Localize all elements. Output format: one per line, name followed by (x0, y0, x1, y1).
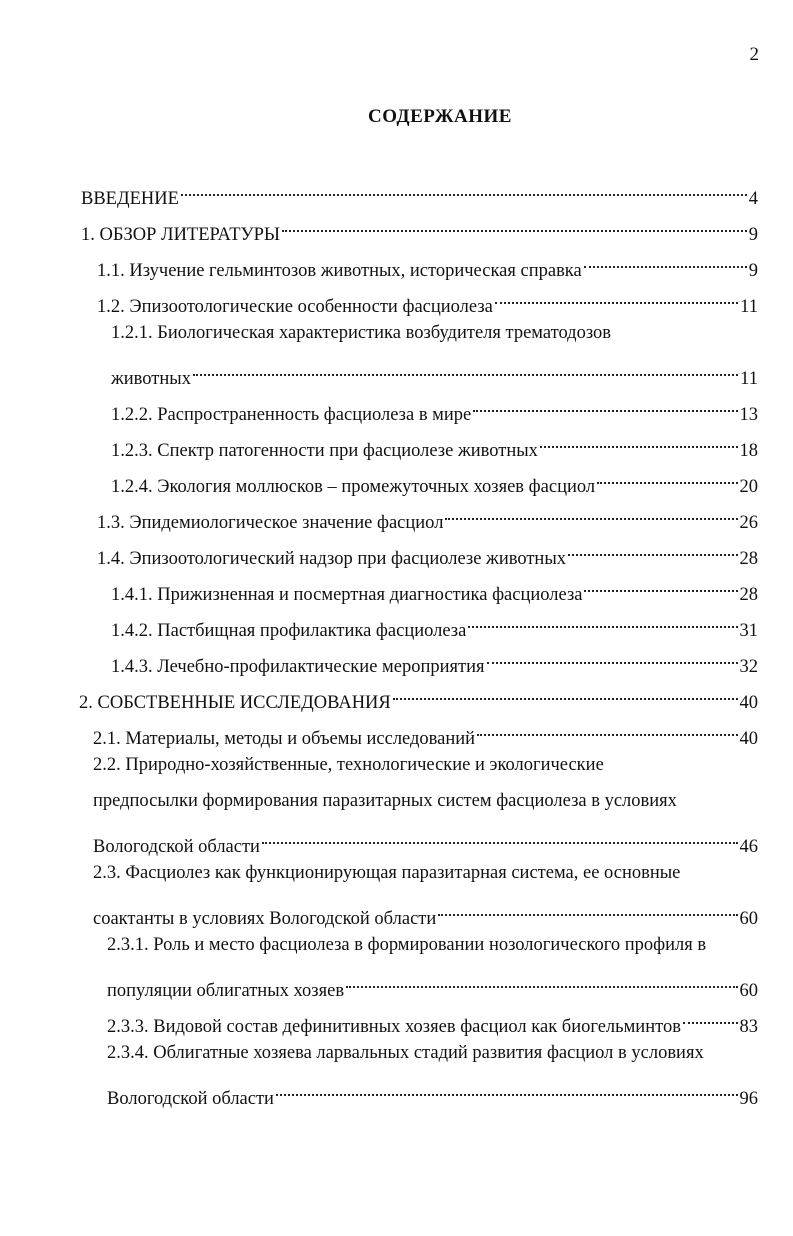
toc-entry-1-4-1[interactable] (111, 570, 758, 605)
toc-entry-label: 1.2. Эпизоотологические особенности фасциолеза (97, 297, 493, 317)
toc-entry-1-2-1[interactable] (111, 354, 758, 389)
toc-leader (438, 894, 737, 924)
toc-leader (393, 678, 738, 708)
toc-entry-page: 9 (748, 261, 758, 281)
toc-entry-label: популяции облигатных хозяев (107, 981, 345, 1001)
toc-entry-page: 9 (748, 225, 758, 245)
toc-leader (540, 426, 738, 456)
toc-entry-label: 1.2.2. Распространенность фасциолеза в мире (111, 405, 472, 425)
toc-entry-page: 13 (739, 405, 758, 425)
toc-entry-label: животных (111, 369, 191, 389)
toc-entry-1-2[interactable] (97, 282, 758, 317)
toc-title: СОДЕРЖАНИЕ (368, 106, 512, 127)
toc-entry-1-1[interactable] (97, 246, 758, 281)
toc-leader (445, 498, 737, 528)
toc-entry-page: 96 (739, 1089, 758, 1109)
toc-entry-label: 1.4.2. Пастбищная профилактика фасциолеза (111, 621, 467, 641)
toc-entry-page: 31 (739, 621, 758, 641)
toc-entry-label: 2.3.3. Видовой состав дефинитивных хозяев фасциол как биогельминтов (107, 1017, 681, 1037)
toc-entry-label: 1.1. Изучение гельминтозов животных, историческая справка (97, 261, 582, 281)
toc-leader (468, 606, 737, 636)
toc-entry-2-3-4-line1: 2.3.4. Облигатные хозяева ларвальных стадий развития фасциол в условиях (107, 1043, 704, 1063)
toc-leader (683, 1002, 738, 1032)
toc-entry-1-3[interactable] (97, 498, 758, 533)
toc-entry-label: 1.4.3. Лечебно-профилактические мероприятия (111, 657, 485, 677)
toc-leader (568, 534, 737, 564)
toc-entry-1-2-2[interactable] (111, 390, 758, 425)
toc-entry-label: соактанты в условиях Вологодской области (93, 909, 437, 929)
toc-entry-page: 11 (740, 369, 758, 389)
toc-entry-1-4[interactable] (97, 534, 758, 569)
toc-entry-1-2-3[interactable] (111, 426, 758, 461)
toc-leader (193, 354, 738, 384)
toc-leader (282, 210, 747, 240)
toc-entry-literature-review[interactable] (81, 210, 758, 245)
toc-entry-2-3[interactable] (93, 894, 758, 929)
toc-entry-page: 60 (739, 981, 758, 1001)
toc-leader (276, 1074, 738, 1104)
page-number: 2 (749, 44, 759, 65)
toc-entry-label: 1. ОБЗОР ЛИТЕРАТУРЫ (81, 225, 281, 245)
toc-entry-1-4-3[interactable] (111, 642, 758, 677)
toc-entry-page: 60 (739, 909, 758, 929)
toc-entry-label: 1.2.4. Экология моллюсков – промежуточных хозяев фасциол (111, 477, 596, 497)
toc-entry-page: 4 (748, 189, 758, 209)
toc-entry-2-2-line1: 2.2. Природно-хозяйственные, технологические и экологические (93, 755, 604, 775)
toc-entry-2-3-1-line1: 2.3.1. Роль и место фасциолеза в формировании нозологического профиля в (107, 935, 707, 955)
toc-leader (584, 570, 737, 600)
toc-leader (477, 714, 737, 744)
toc-entry-2-3-3[interactable] (107, 1002, 758, 1037)
toc-leader (181, 174, 747, 204)
toc-leader (346, 966, 737, 996)
toc-entry-2-3-line1: 2.3. Фасциолез как функционирующая паразитарная система, ее основные (93, 863, 681, 883)
toc-entry-page: 46 (739, 837, 758, 857)
toc-entry-label: ВВЕДЕНИЕ (81, 189, 179, 209)
toc-leader (597, 462, 737, 492)
toc-entry-2-2[interactable] (93, 822, 758, 857)
toc-entry-2-2-line2: предпосылки формирования паразитарных систем фасциолеза в условиях (93, 791, 677, 811)
toc-entry-1-2-1-line1: 1.2.1. Биологическая характеристика возбудителя трематодозов (111, 323, 612, 343)
toc-entry-own-research[interactable] (79, 678, 758, 713)
toc-entry-label: 1.3. Эпидемиологическое значение фасциол (97, 513, 444, 533)
toc-entry-label: Вологодской области (107, 1089, 274, 1109)
toc-entry-label: 2. СОБСТВЕННЫЕ ИССЛЕДОВАНИЯ (79, 693, 391, 713)
toc-entry-1-4-2[interactable] (111, 606, 758, 641)
toc-entry-page: 28 (739, 585, 758, 605)
toc-leader (584, 246, 747, 276)
toc-entry-label: 2.1. Материалы, методы и объемы исследований (93, 729, 476, 749)
toc-leader (473, 390, 737, 420)
toc-entry-page: 26 (739, 513, 758, 533)
toc-entry-page: 28 (739, 549, 758, 569)
toc-entry-label: 1.2.3. Спектр патогенности при фасциолезе животных (111, 441, 538, 461)
toc-entry-2-3-1[interactable] (107, 966, 758, 1001)
toc-entry-page: 18 (739, 441, 758, 461)
toc-entry-label: 1.4.1. Прижизненная и посмертная диагностика фасциолеза (111, 585, 583, 605)
toc-entry-1-2-4[interactable] (111, 462, 758, 497)
toc-entry-page: 83 (739, 1017, 758, 1037)
toc-entry-page: 32 (739, 657, 758, 677)
toc-entry-page: 40 (739, 693, 758, 713)
toc-leader (487, 642, 738, 672)
toc-entry-page: 20 (739, 477, 758, 497)
toc-entry-introduction[interactable] (81, 174, 758, 209)
toc-entry-2-1[interactable] (93, 714, 758, 749)
toc-entry-label: 1.4. Эпизоотологический надзор при фасциолезе животных (97, 549, 567, 569)
toc-entry-page: 40 (739, 729, 758, 749)
toc-leader (262, 822, 738, 852)
toc-entry-label: Вологодской области (93, 837, 260, 857)
toc-leader (495, 282, 738, 312)
toc-entry-page: 11 (740, 297, 758, 317)
toc-entry-2-3-4[interactable] (107, 1074, 758, 1109)
